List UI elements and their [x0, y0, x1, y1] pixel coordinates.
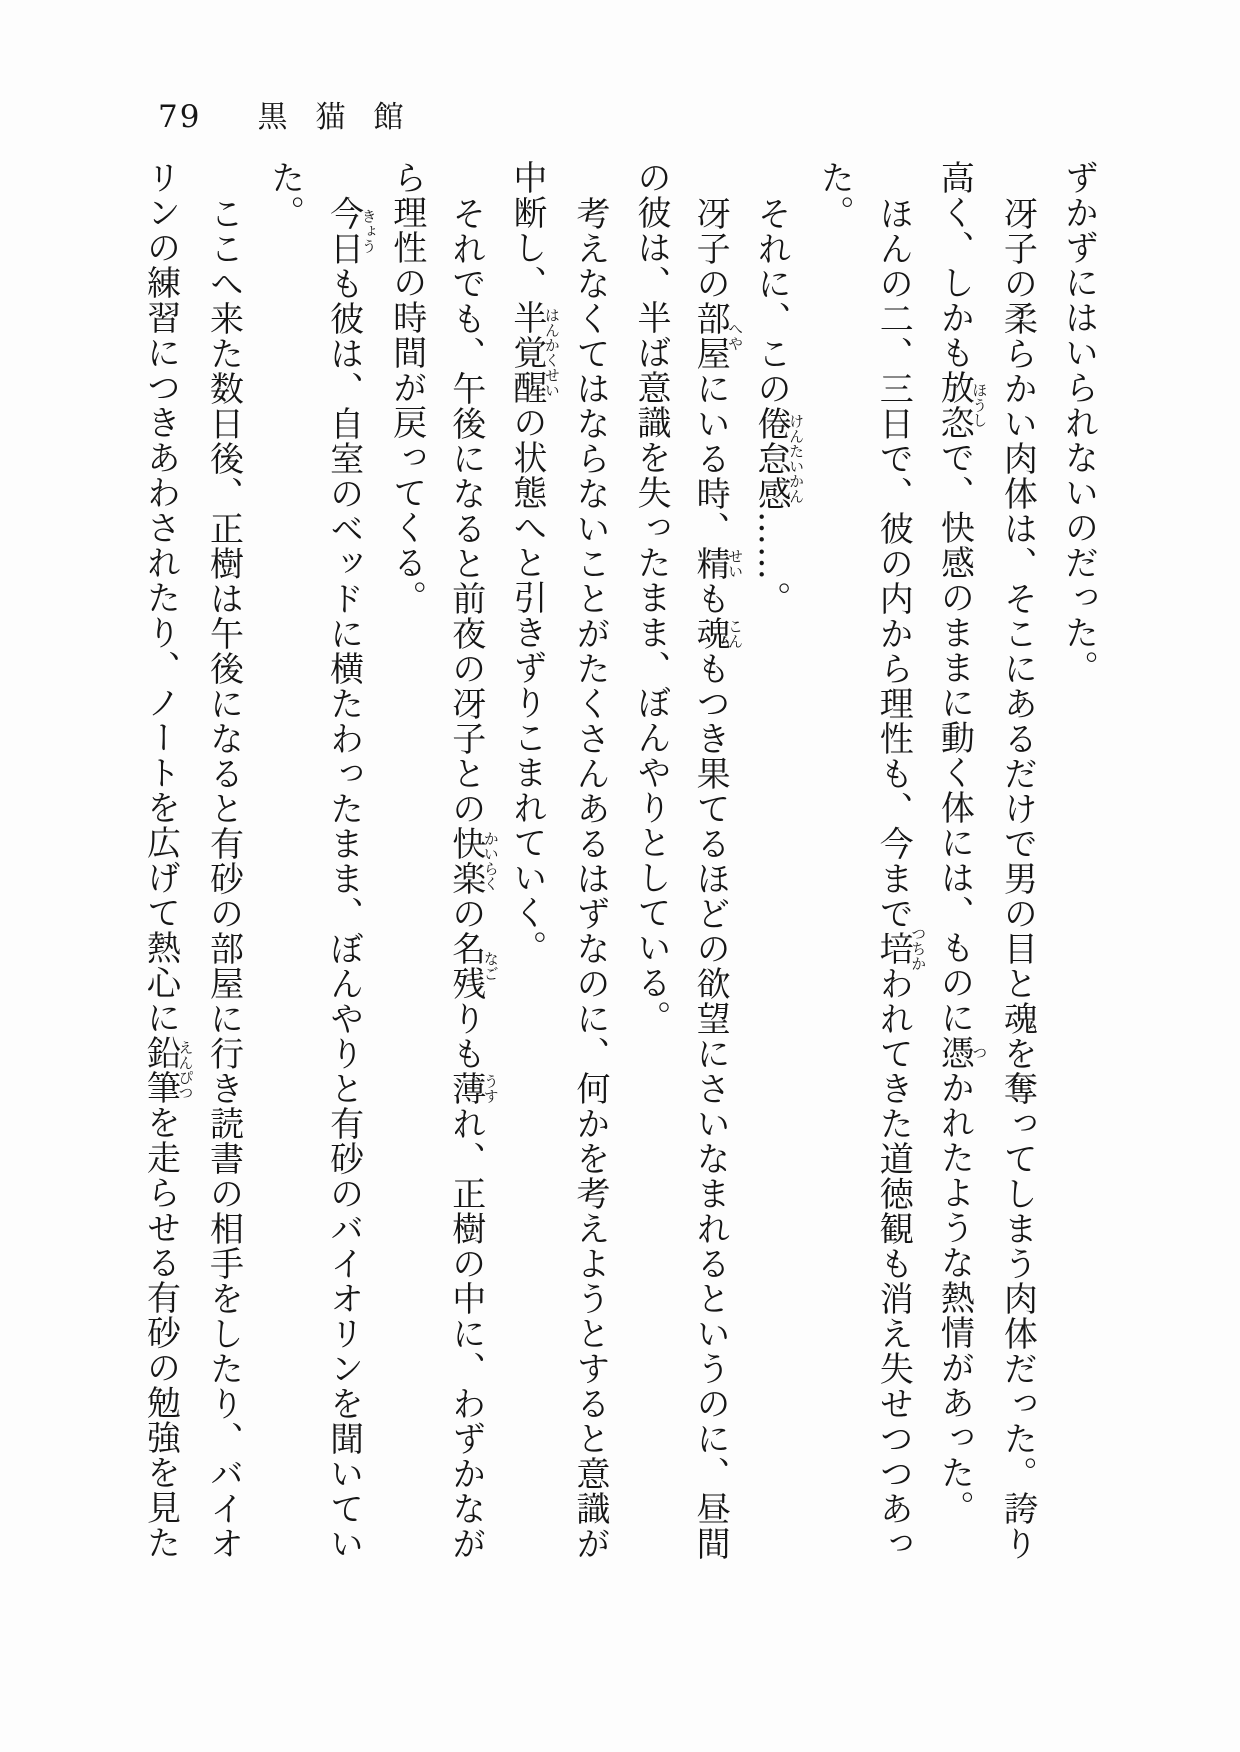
furigana: つ [970, 1035, 989, 1070]
ruby-annotated-word: 精せい [690, 546, 745, 581]
text-line: ほんの二、三日で、彼の内から理性も、今まで培つちかわれてきた道徳観も消え失せつつあっ [873, 196, 928, 1561]
furigana: けんたいかん [787, 406, 806, 511]
furigana: うす [481, 1071, 500, 1106]
furigana: はんかくせい [542, 300, 561, 405]
text-line: それでも、午後になると前夜の冴子との快楽かいらくの名残なごりも薄うすれ、正樹の中に、わずかなが [445, 196, 500, 1561]
text-line: ずかずにはいられないのだった。 [1058, 160, 1099, 685]
ruby-annotated-word: 鉛筆えんぴつ [140, 1035, 195, 1105]
text-line: それに、この倦怠感けんたいかん……。 [751, 196, 806, 616]
text-line: た。 [264, 160, 305, 230]
text-line: 高く、しかも放恣ほうしで、快感のままに動く体には、ものに憑つかれたような熱情があった。 [934, 160, 989, 1525]
ruby-annotated-word: 培つちか [873, 926, 928, 971]
furigana: せい [726, 546, 745, 581]
ruby-annotated-word: 半覚醒はんかくせい [506, 300, 561, 405]
text-line: ら理性の時間が戻ってくる。 [386, 160, 427, 615]
page-number: 79 [158, 99, 202, 135]
ruby-annotated-word: 魂こん [690, 616, 745, 651]
furigana: へや [726, 301, 745, 371]
text-line: 冴子の柔らかい肉体は、そこにあるだけで男の目と魂を奪ってしまう肉体だった。誇り [997, 196, 1038, 1561]
text-line: 冴子の部屋へやにいる時、精せいも魂こんもつき果てるほどの欲望にさいなまれるというのに、昼間 [690, 196, 745, 1561]
text-line: 中断し、半覚醒はんかくせいの状態へと引きずりこまれていく。 [506, 160, 561, 965]
text-line: 考えなくてはならないことがたくさんあるはずなのに、何かを考えようとすると意識が [569, 196, 610, 1561]
furigana: なご [481, 931, 500, 1001]
ruby-annotated-word: 快楽かいらく [445, 826, 500, 896]
ruby-annotated-word: 放恣ほうし [934, 370, 989, 440]
ruby-annotated-word: 名残なご [445, 931, 500, 1001]
ruby-annotated-word: 部屋へや [690, 301, 745, 371]
furigana: えんぴつ [176, 1035, 195, 1105]
furigana: ほうし [970, 370, 989, 440]
furigana: こん [726, 616, 745, 651]
text-line: 今日きょうも彼は、自室のベッドに横たわったまま、ぼんやりと有砂のバイオリンを聞いてい [323, 196, 378, 1561]
ruby-annotated-word: 倦怠感けんたいかん [751, 406, 806, 511]
ruby-annotated-word: 憑つ [934, 1035, 989, 1070]
text-line: リンの練習につきあわされたり、ノートを広げて熱心に鉛筆えんぴつを走らせる有砂の勉強を見た [140, 160, 195, 1560]
book-title: 黒猫館 [257, 100, 432, 135]
furigana: きょう [359, 196, 378, 266]
furigana: かいらく [481, 826, 500, 896]
furigana: つちか [909, 926, 928, 971]
text-line: ここへ来た数日後、正樹は午後になると有砂の部屋に行き読書の相手をしたり、バイオ [203, 196, 244, 1561]
ruby-annotated-word: 今日きょう [323, 196, 378, 266]
ruby-annotated-word: 薄うす [445, 1071, 500, 1106]
text-line: た。 [814, 160, 855, 230]
text-line: の彼は、半ば意識を失ったまま、ぼんやりとしている。 [631, 160, 671, 1035]
